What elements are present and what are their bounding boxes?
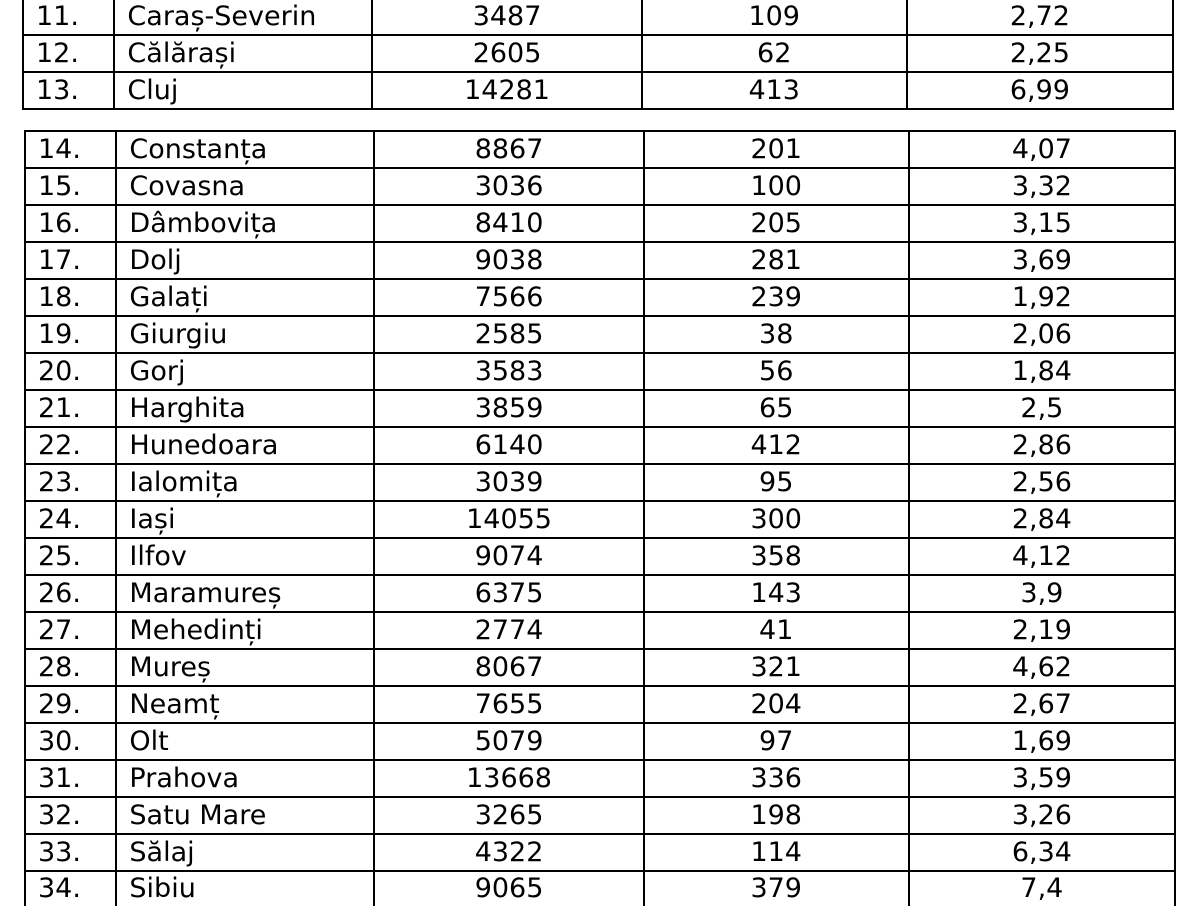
value-3-cell: 1,84 <box>909 353 1175 390</box>
value-2-cell: 65 <box>644 390 909 427</box>
county-name-cell: Harghita <box>116 390 374 427</box>
row-number-cell: 34. <box>25 871 116 906</box>
row-number-cell: 29. <box>25 686 116 723</box>
value-1-cell: 2585 <box>374 316 643 353</box>
county-name-cell: Ilfov <box>116 538 374 575</box>
value-2-cell: 239 <box>644 279 909 316</box>
row-number-cell: 26. <box>25 575 116 612</box>
county-name-cell: Giurgiu <box>116 316 374 353</box>
value-3-cell: 6,99 <box>907 72 1173 109</box>
value-2-cell: 38 <box>644 316 909 353</box>
row-number-cell: 22. <box>25 427 116 464</box>
row-number-cell: 30. <box>25 723 116 760</box>
county-name-cell: Galați <box>116 279 374 316</box>
county-table-main <box>24 130 1176 906</box>
value-1-cell: 2774 <box>374 612 643 649</box>
county-name-cell: Călărași <box>114 35 372 72</box>
county-name-cell: Constanța <box>116 131 374 168</box>
value-2-cell: 201 <box>644 131 909 168</box>
table-row <box>25 205 1175 242</box>
value-2-cell: 321 <box>644 649 909 686</box>
value-1-cell: 7655 <box>374 686 643 723</box>
county-name-cell: Dolj <box>116 242 374 279</box>
table-row <box>25 427 1175 464</box>
value-3-cell: 3,32 <box>909 168 1175 205</box>
row-number-cell: 20. <box>25 353 116 390</box>
value-2-cell: 100 <box>644 168 909 205</box>
value-1-cell: 9065 <box>374 871 643 906</box>
value-1-cell: 3265 <box>374 797 643 834</box>
county-name-cell: Covasna <box>116 168 374 205</box>
value-1-cell: 8067 <box>374 649 643 686</box>
value-1-cell: 3583 <box>374 353 643 390</box>
value-2-cell: 198 <box>644 797 909 834</box>
value-2-cell: 97 <box>644 723 909 760</box>
row-number-cell: 23. <box>25 464 116 501</box>
value-3-cell: 1,69 <box>909 723 1175 760</box>
table-row <box>25 242 1175 279</box>
county-name-cell: Ialomița <box>116 464 374 501</box>
value-3-cell: 4,07 <box>909 131 1175 168</box>
table-row <box>25 612 1175 649</box>
value-2-cell: 143 <box>644 575 909 612</box>
table-row <box>25 353 1175 390</box>
value-3-cell: 2,56 <box>909 464 1175 501</box>
value-2-cell: 95 <box>644 464 909 501</box>
row-number-cell: 32. <box>25 797 116 834</box>
value-3-cell: 3,59 <box>909 760 1175 797</box>
value-1-cell: 3036 <box>374 168 643 205</box>
value-3-cell: 3,9 <box>909 575 1175 612</box>
value-3-cell: 4,62 <box>909 649 1175 686</box>
value-2-cell: 412 <box>644 427 909 464</box>
row-number-cell: 15. <box>25 168 116 205</box>
value-1-cell: 3487 <box>372 0 641 35</box>
row-number-cell: 16. <box>25 205 116 242</box>
value-2-cell: 358 <box>644 538 909 575</box>
value-3-cell: 2,5 <box>909 390 1175 427</box>
table-row <box>25 390 1175 427</box>
value-3-cell: 2,06 <box>909 316 1175 353</box>
row-number-cell: 27. <box>25 612 116 649</box>
value-3-cell: 2,25 <box>907 35 1173 72</box>
row-number-cell: 24. <box>25 501 116 538</box>
value-3-cell: 2,86 <box>909 427 1175 464</box>
table-row <box>25 464 1175 501</box>
value-2-cell: 109 <box>642 0 907 35</box>
table-row <box>23 0 1173 35</box>
table-row <box>25 649 1175 686</box>
value-2-cell: 281 <box>644 242 909 279</box>
row-number-cell: 13. <box>23 72 114 109</box>
value-3-cell: 6,34 <box>909 834 1175 871</box>
county-name-cell: Prahova <box>116 760 374 797</box>
county-name-cell: Iași <box>116 501 374 538</box>
value-1-cell: 9074 <box>374 538 643 575</box>
value-2-cell: 62 <box>642 35 907 72</box>
table-row <box>25 871 1175 906</box>
value-2-cell: 41 <box>644 612 909 649</box>
table-row <box>25 168 1175 205</box>
value-1-cell: 14055 <box>374 501 643 538</box>
value-1-cell: 6375 <box>374 575 643 612</box>
value-2-cell: 300 <box>644 501 909 538</box>
value-2-cell: 336 <box>644 760 909 797</box>
table-row <box>25 686 1175 723</box>
value-1-cell: 3039 <box>374 464 643 501</box>
row-number-cell: 17. <box>25 242 116 279</box>
table-row <box>23 35 1173 72</box>
table-row <box>25 501 1175 538</box>
value-3-cell: 3,69 <box>909 242 1175 279</box>
row-number-cell: 33. <box>25 834 116 871</box>
value-1-cell: 8867 <box>374 131 643 168</box>
county-name-cell: Gorj <box>116 353 374 390</box>
value-3-cell: 2,72 <box>907 0 1173 35</box>
row-number-cell: 12. <box>23 35 114 72</box>
value-1-cell: 3859 <box>374 390 643 427</box>
row-number-cell: 31. <box>25 760 116 797</box>
county-name-cell: Dâmbovița <box>116 205 374 242</box>
table-row <box>25 797 1175 834</box>
value-3-cell: 2,19 <box>909 612 1175 649</box>
county-name-cell: Hunedoara <box>116 427 374 464</box>
table-row <box>25 760 1175 797</box>
county-table-top <box>22 0 1174 110</box>
value-3-cell: 2,67 <box>909 686 1175 723</box>
row-number-cell: 21. <box>25 390 116 427</box>
value-1-cell: 2605 <box>372 35 641 72</box>
value-1-cell: 9038 <box>374 242 643 279</box>
county-name-cell: Olt <box>116 723 374 760</box>
county-name-cell: Maramureș <box>116 575 374 612</box>
value-2-cell: 56 <box>644 353 909 390</box>
value-2-cell: 205 <box>644 205 909 242</box>
table-row <box>25 131 1175 168</box>
value-3-cell: 3,15 <box>909 205 1175 242</box>
value-3-cell: 2,84 <box>909 501 1175 538</box>
value-1-cell: 8410 <box>374 205 643 242</box>
value-1-cell: 14281 <box>372 72 641 109</box>
value-1-cell: 5079 <box>374 723 643 760</box>
row-number-cell: 25. <box>25 538 116 575</box>
county-name-cell: Satu Mare <box>116 797 374 834</box>
value-1-cell: 13668 <box>374 760 643 797</box>
table-row <box>23 72 1173 109</box>
row-number-cell: 19. <box>25 316 116 353</box>
county-name-cell: Mureș <box>116 649 374 686</box>
value-3-cell: 3,26 <box>909 797 1175 834</box>
county-name-cell: Sibiu <box>116 871 374 906</box>
value-1-cell: 6140 <box>374 427 643 464</box>
value-2-cell: 114 <box>644 834 909 871</box>
row-number-cell: 28. <box>25 649 116 686</box>
table-row <box>25 723 1175 760</box>
value-1-cell: 7566 <box>374 279 643 316</box>
value-2-cell: 413 <box>642 72 907 109</box>
table-row <box>25 834 1175 871</box>
value-3-cell: 1,92 <box>909 279 1175 316</box>
value-1-cell: 4322 <box>374 834 643 871</box>
county-name-cell: Sălaj <box>116 834 374 871</box>
table-row <box>25 316 1175 353</box>
county-name-cell: Caraș-Severin <box>114 0 372 35</box>
value-2-cell: 379 <box>644 871 909 906</box>
row-number-cell: 18. <box>25 279 116 316</box>
value-2-cell: 204 <box>644 686 909 723</box>
table-row <box>25 279 1175 316</box>
value-3-cell: 7,4 <box>909 871 1175 906</box>
county-name-cell: Mehedinți <box>116 612 374 649</box>
row-number-cell: 14. <box>25 131 116 168</box>
table-row <box>25 575 1175 612</box>
value-3-cell: 4,12 <box>909 538 1175 575</box>
table-row <box>25 538 1175 575</box>
county-name-cell: Cluj <box>114 72 372 109</box>
county-name-cell: Neamț <box>116 686 374 723</box>
row-number-cell: 11. <box>23 0 114 35</box>
